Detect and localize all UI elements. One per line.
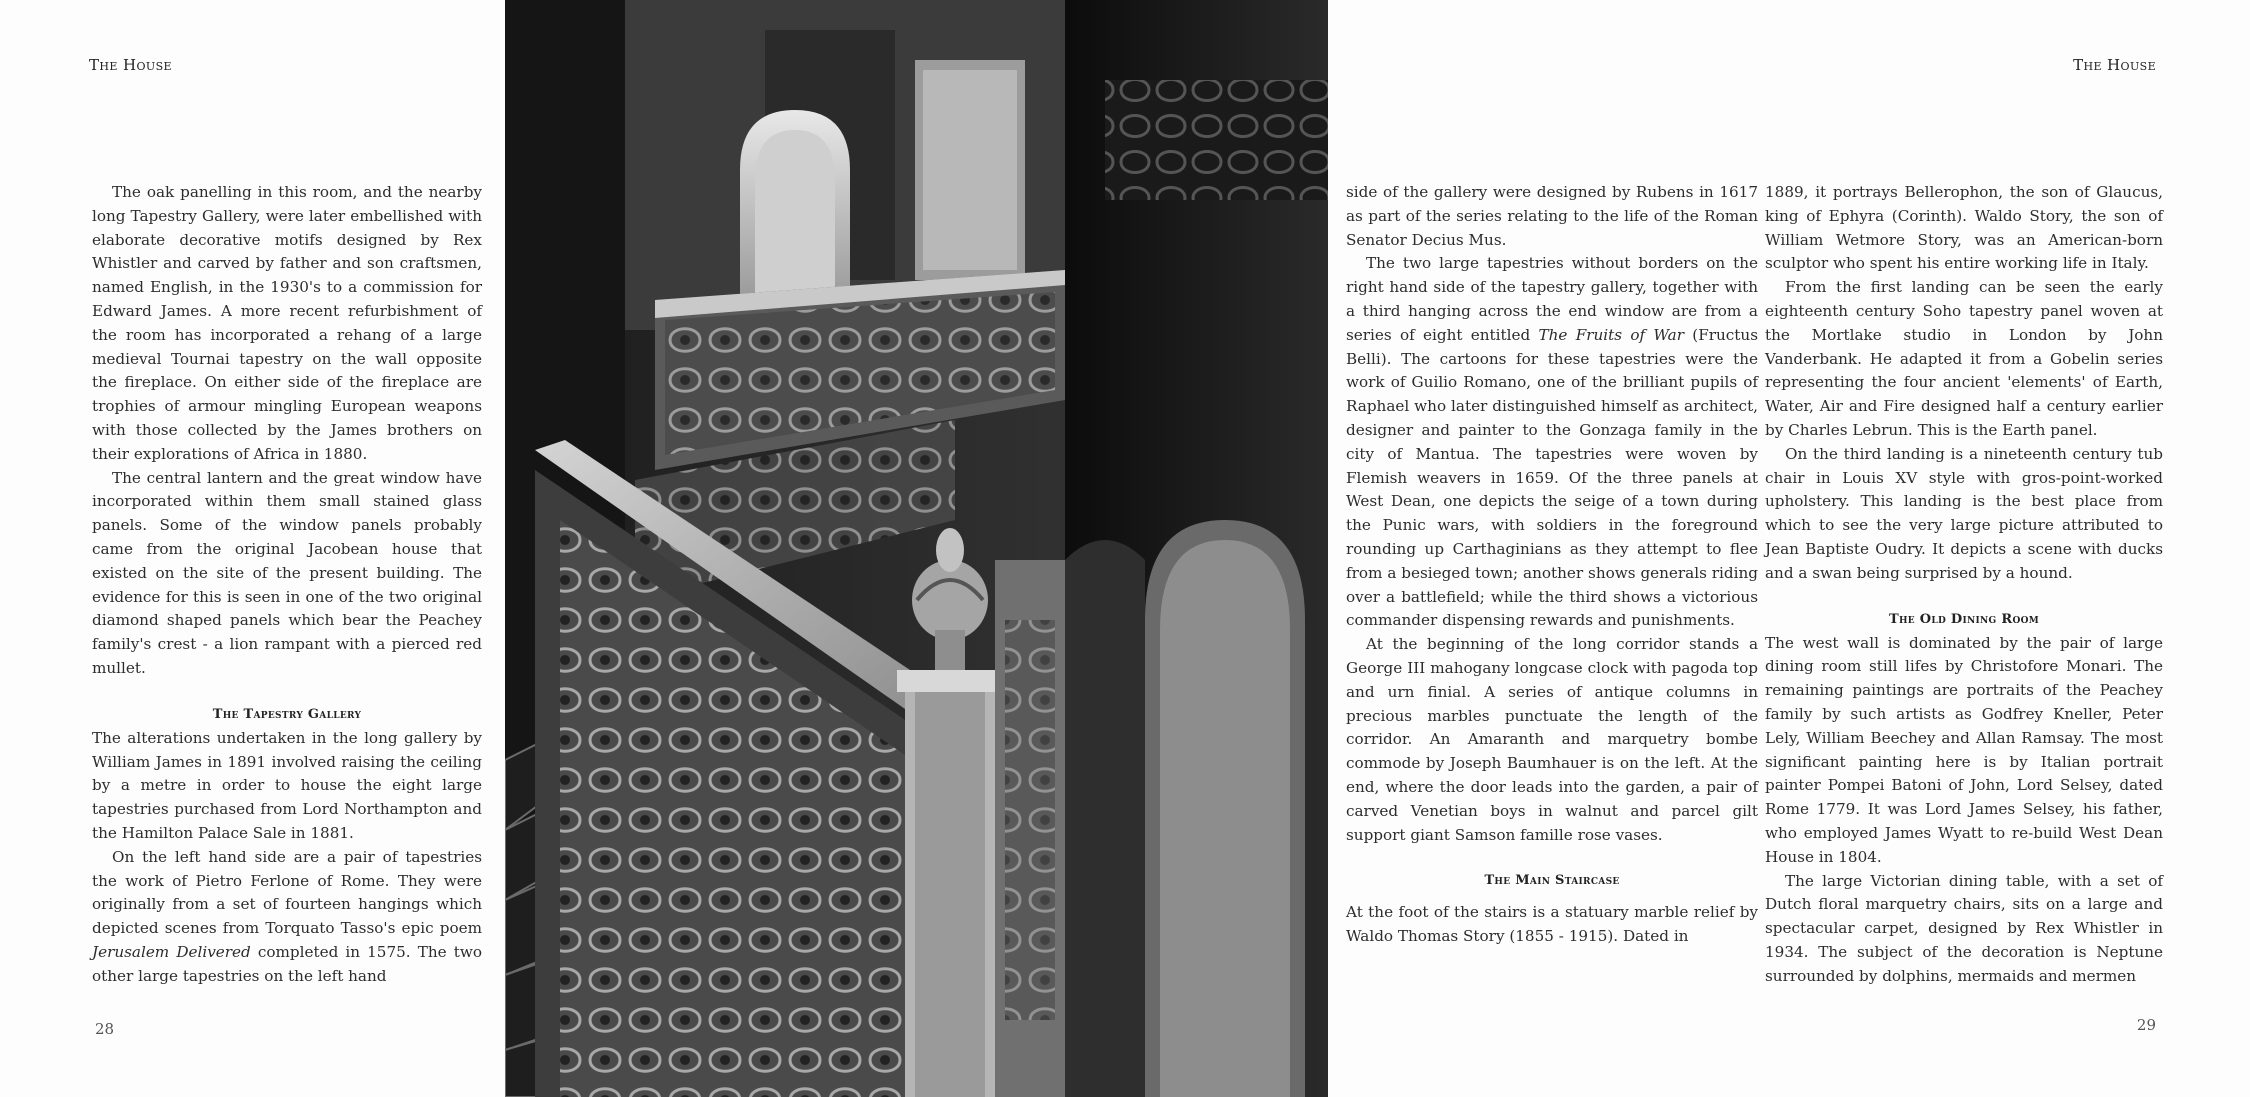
right-text-column-2 [1765,181,2163,989]
paragraph: On the left hand side are a pair of tapestries the work of Pietro Ferlone of Rome. They were originally from a set of fourteen hangings which depicted scenes from Torquato Tasso's epic poem Jerusalem Delivered completed in 1575. The two other large tapestries on the left hand [92,847,482,985]
staircase-illustration [505,0,1328,1097]
paragraph: side of the gallery were designed by Rubens in 1617 as part of the series relating to the life of the Roman Senator Decius Mus. [1346,183,1758,249]
running-head-left: The House [89,56,172,74]
paragraph: At the beginning of the long corridor stands a George III mahogany longcase clock with pagoda top and urn finial. A series of antique columns in precious marbles punctuate the length of the corridor. An Amaranth and marquetry bombe commode by Joseph Baumhauer is on the left. At the end, where the door leads into the garden, a pair of carved Venetian boys in walnut and parcel gilt support giant Samson famille rose vases. [1346,635,1758,844]
section-heading-main-staircase: The Main Staircase [1484,873,1620,889]
page-number-right: 29 [2136,1016,2156,1034]
paragraph: The oak panelling in this room, and the nearby long Tapestry Gallery, were later embellished with elaborate decorative motifs designed by Rex Whistler and carved by father and son craftsmen, named English, in the 1930's to a commission for Edward James. A more recent refurbishment of the room has incorporated a rehang of a large medieval Tournai tapestry on the wall opposite the fireplace. On either side of the fireplace are trophies of armour mingling European weapons with those collected by the James brothers on their explorations of Africa in 1880. [92,183,482,463]
right-page [1328,0,2250,1097]
running-head-right: The House [2073,56,2156,74]
paragraph: The alterations undertaken in the long gallery by William James in 1891 involved raising the ceiling by a metre in order to house the eight large tapestries purchased from Lord Northampton and the Hamilton Palace Sale in 1881. [92,728,482,842]
paragraph: At the foot of the stairs is a statuary marble relief by Waldo Thomas Story (1855 - 1915). Dated in [1346,903,1758,946]
left-page [0,0,505,1097]
paragraph: The west wall is dominated by the pair of large dining room still lifes by Christofore Monari. The remaining paintings are portraits of the Peachey family by such artists as Godfrey Kneller, Peter Lely, William Beechey and Allan Ramsay. The most significant painting here is by Italian portrait painter Pompei Batoni of John, Lord Selsey, dated Rome 1779. It was Lord James Selsey, his father, who employed James Wyatt to re-build West Dean House in 1804. [1765,633,2163,866]
paragraph: The central lantern and the great window have incorporated within them small stained glass panels. Some of the window panels probably came from the original Jacobean house that existed on the site of the present building. The evidence for this is seen in one of the two original diamond shaped panels which bear the Peachey family's crest - a lion rampant with a pierced red mullet. [92,468,482,677]
paragraph: 1889, it portrays Bellerophon, the son of Glaucus, king of Ephyra (Corinth). Waldo Story, the son of William Wetmore Story, was an American-born sculptor who spent his entire working life in Italy. [1765,183,2163,273]
section-heading-old-dining-room: The Old Dining Room [1888,611,2040,627]
paragraph: The large Victorian dining table, with a set of Dutch floral marquetry chairs, sits on a large and spectacular carpet, designed by Rex Whistler in 1934. The subject of the decoration is Neptune surrounded by dolphins, mermaids and mermen [1765,871,2163,985]
paragraph: The two large tapestries without borders on the right hand side of the tapestry gallery, together with a third hanging across the end window are from a series of eight entitled The Fruits of War (Fructus Belli). The cartoons for these tapestries were the work of Guilio Romano, one of the brilliant pupils of Raphael who later distinguished himself as architect, designer and painter to the Gonzaga family in the city of Mantua. The tapestries were woven by Flemish weavers in 1659. Of the three panels at West Dean, one depicts the seige of a town during the Punic wars, with soldiers in the foreground rounding up Carthaginians as they attempt to flee from a besieged town; another shows generals riding over a battlefield; while the third shows a victorious commander dispensing rewards and punishments. [1346,254,1758,630]
left-text-column [92,181,482,989]
staircase-photograph [505,0,1328,1097]
right-text-column-1 [1346,181,1758,949]
italic-title: The Fruits of War [1538,325,1684,344]
italic-title: Jerusalem Delivered [92,942,251,961]
page-number-left: 28 [95,1020,115,1038]
section-heading-tapestry-gallery: The Tapestry Gallery [212,706,362,722]
paragraph: On the third landing is a nineteenth century tub chair in Louis XV style with gros-point-worked upholstery. This landing is the best place from which to see the very large picture attributed to Jean Baptiste Oudry. It depicts a scene with ducks and a swan being surprised by a hound. [1765,444,2163,582]
paragraph: From the first landing can be seen the early eighteenth century Soho tapestry panel woven at the Mortlake studio in London by John Vanderbank. He adapted it from a Gobelin series representing the four ancient 'elements' of Earth, Water, Air and Fire designed half a century earlier by Charles Lebrun. This is the Earth panel. [1765,278,2163,439]
